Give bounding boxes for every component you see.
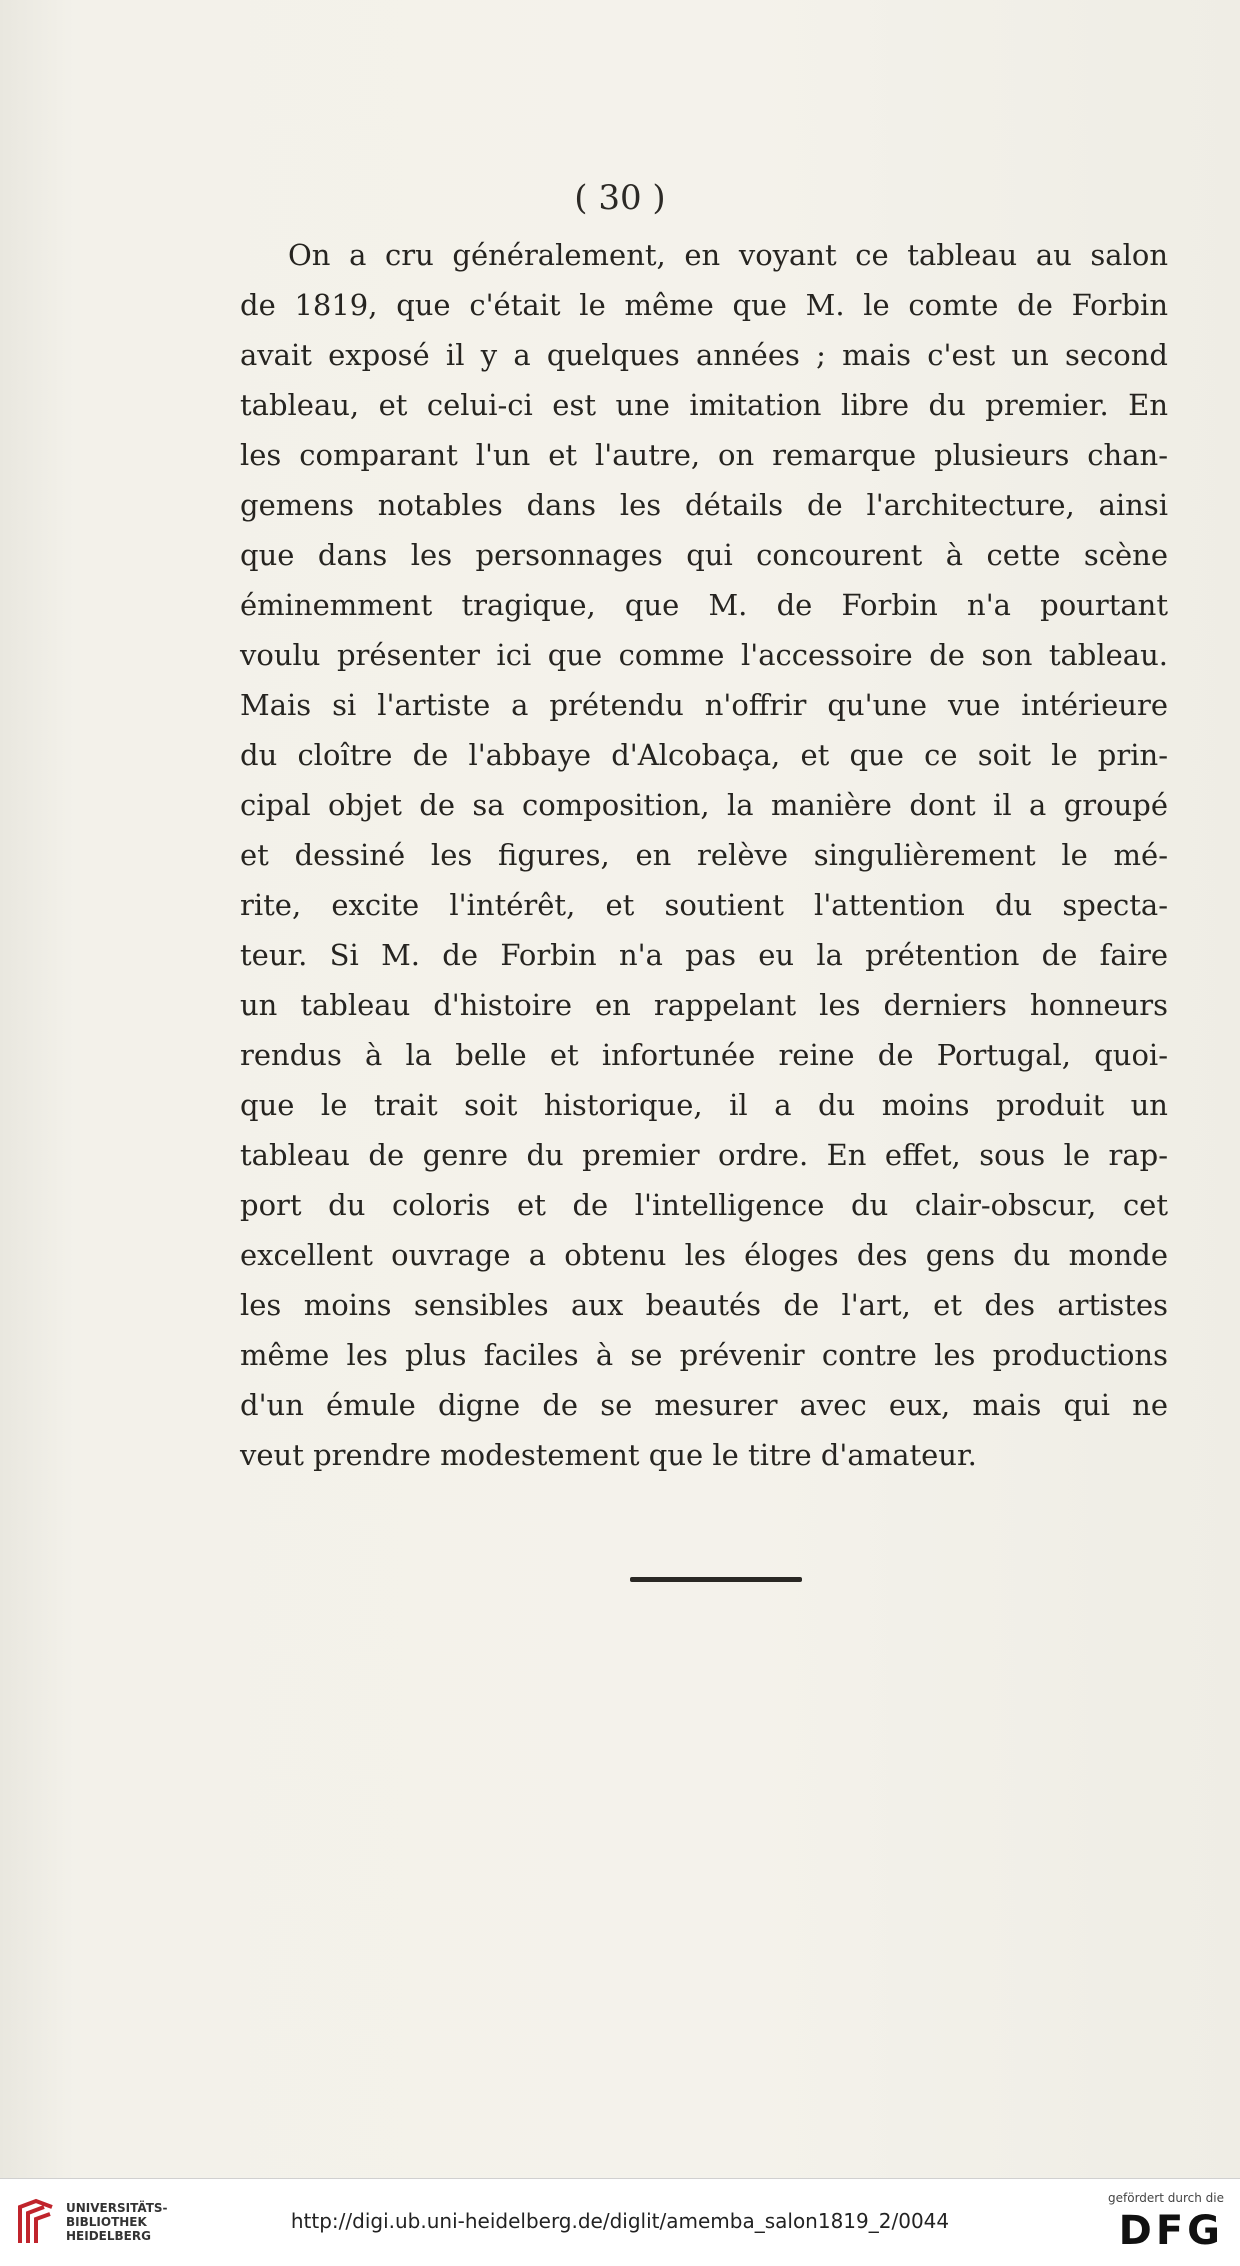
text-line: On a cru généralement, en voyant ce tableau au salon [288,238,1168,272]
text-line: cipal objet de sa composition, la manière dont il a groupé [240,788,1168,822]
permalink[interactable]: http://digi.ub.uni-heidelberg.de/diglit/amemba_salon1819_2/0044 [290,2209,950,2233]
page-number: ( 30 ) [574,178,666,218]
text-line: tableau, et celui-ci est une imitation libre du premier. En [240,388,1168,422]
text-line: les moins sensibles aux beautés de l'art, et des artistes [240,1288,1168,1322]
section-divider [630,1577,802,1582]
text-line: de 1819, que c'était le même que M. le comte de Forbin [240,288,1168,322]
text-line: excellent ouvrage a obtenu les éloges des gens du monde [240,1238,1168,1272]
text-line: éminemment tragique, que M. de Forbin n'a pourtant [240,588,1168,622]
text-line: d'un émule digne de se mesurer avec eux, mais qui ne [240,1388,1168,1422]
text-line: veut prendre modestement que le titre d'amateur. [240,1438,977,1472]
text-line: que dans les personnages qui concourent à cette scène [240,538,1168,572]
text-line: un tableau d'histoire en rappelant les derniers honneurs [240,988,1168,1022]
text-line: gemens notables dans les détails de l'architecture, ainsi [240,488,1168,522]
text-line: rendus à la belle et infortunée reine de Portugal, quoi- [240,1038,1168,1072]
text-line: teur. Si M. de Forbin n'a pas eu la prétention de faire [240,938,1168,972]
text-line: même les plus faciles à se prévenir contre les productions [240,1338,1168,1372]
text-line: Mais si l'artiste a prétendu n'offrir qu'une vue intérieure [240,688,1168,722]
library-name-line: UNIVERSITÄTS- [66,2201,168,2215]
library-name-line: BIBLIOTHEK [66,2215,147,2229]
text-line: voulu présenter ici que comme l'accessoire de son tableau. [240,638,1168,672]
library-name-line: HEIDELBERG [66,2229,151,2243]
body-text [240,230,1168,1480]
viewer-footer [0,2178,1240,2266]
text-line: avait exposé il y a quelques années ; mais c'est un second [240,338,1168,372]
funder-logo: DFG [1118,2208,1224,2254]
text-line: port du coloris et de l'intelligence du clair-obscur, cet [240,1188,1168,1222]
text-line: et dessiné les figures, en relève singulièrement le mé- [240,838,1168,872]
text-line: rite, excite l'intérêt, et soutient l'attention du specta- [240,888,1168,922]
text-line: les comparant l'un et l'autre, on remarque plusieurs chan- [240,438,1168,472]
text-line: du cloître de l'abbaye d'Alcobaça, et que ce soit le prin- [240,738,1168,772]
funder-caption: gefördert durch die [1108,2191,1224,2205]
text-line: tableau de genre du premier ordre. En effet, sous le rap- [240,1138,1168,1172]
text-line: que le trait soit historique, il a du moins produit un [240,1088,1168,1122]
